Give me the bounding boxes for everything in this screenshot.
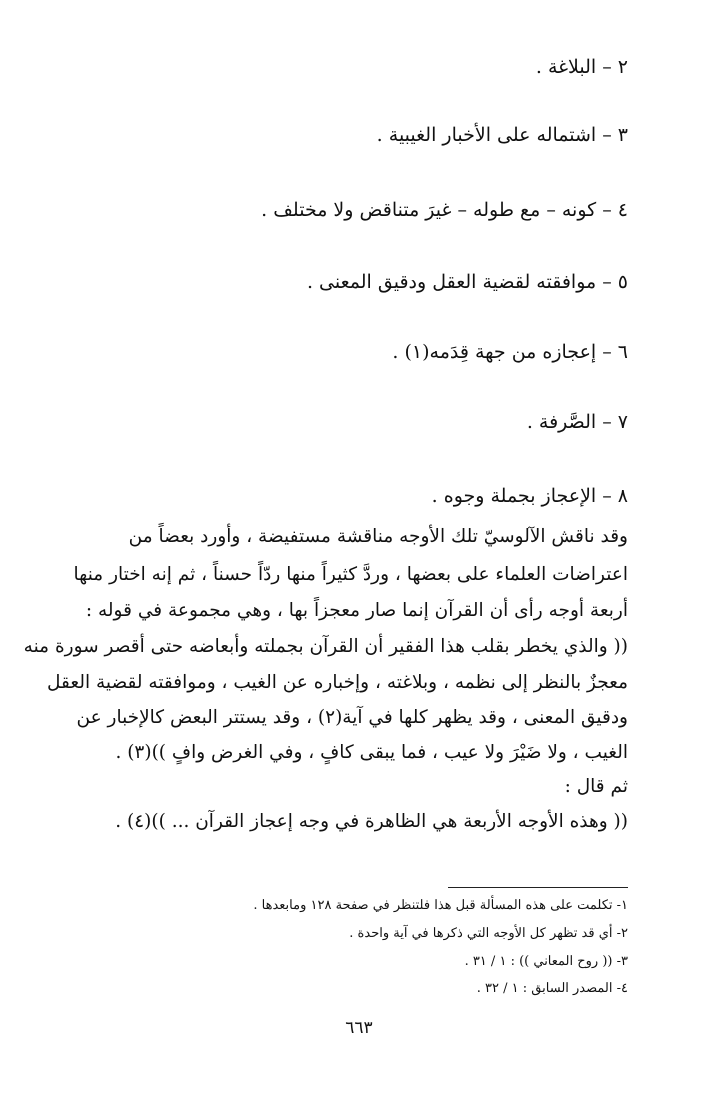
quote-line-4: الغيب ، ولا ضَيْرَ ولا عيب ، فما يبقى كافٍ ، وفي الغرض وافٍ ))(٣) . [115,742,628,763]
quote-line-1: (( والذي يخطر بقلب هذا الفقير أن القرآن بجملته وأبعاضه حتى أقصر سورة منه [23,636,628,657]
footnote-divider [448,887,628,888]
page-number: ٦٦٣ [345,1018,373,1038]
paragraph-line-3: أربعة أوجه رأى أن القرآن إنما صار معجزاً بها ، وهي مجموعة في قوله : [85,600,628,621]
footnote-2: ٢- أي قد تظهر كل الأوجه التي ذكرها في آية واحدة . [349,926,628,941]
list-item-6: ٦ – إعجازه من جهة قِدَمه(١) . [392,341,628,363]
footnote-4: ٤- المصدر السابق : ١ / ٣٢ . [476,981,628,996]
list-item-4: ٤ – كونه – مع طوله – غيرَ متناقض ولا مختلف . [261,199,628,221]
footnote-3: ٣- (( روح المعاني )) : ١ / ٣١ . [464,954,628,969]
list-item-3: ٣ – اشتماله على الأخبار الغيبية . [376,124,628,146]
quote-line-5: (( وهذه الأوجه الأربعة هي الظاهرة في وجه إعجاز القرآن ... ))(٤) . [115,811,628,832]
list-item-7: ٧ – الصَّرفة . [526,411,628,433]
list-item-8: ٨ – الإعجاز بجملة وجوه . [431,485,628,507]
list-item-2: ٢ – البلاغة . [535,56,628,78]
quote-line-3: ودقيق المعنى ، وقد يظهر كلها في آية(٢) ، وقد يستتر البعض كالإخبار عن [76,707,628,728]
quote-line-2: معجزٌ بالنظر إلى نظمه ، وبلاغته ، وإخباره عن الغيب ، وموافقته لقضية العقل [47,672,628,693]
paragraph-line-2: اعتراضات العلماء على بعضها ، وردَّ كثيراً منها ردّاً حسناً ، ثم إنه اختار منها [73,564,628,585]
list-item-5: ٥ – موافقته لقضية العقل ودقيق المعنى . [306,271,628,293]
paragraph-line-1: وقد ناقش الآلوسيّ تلك الأوجه مناقشة مستفيضة ، وأورد بعضاً من [128,526,628,547]
footnote-1: ١- تكلمت على هذه المسألة قبل هذا فلتنظر في صفحة ١٢٨ ومابعدها . [253,898,628,913]
then-said-line: ثم قال : [564,776,628,797]
